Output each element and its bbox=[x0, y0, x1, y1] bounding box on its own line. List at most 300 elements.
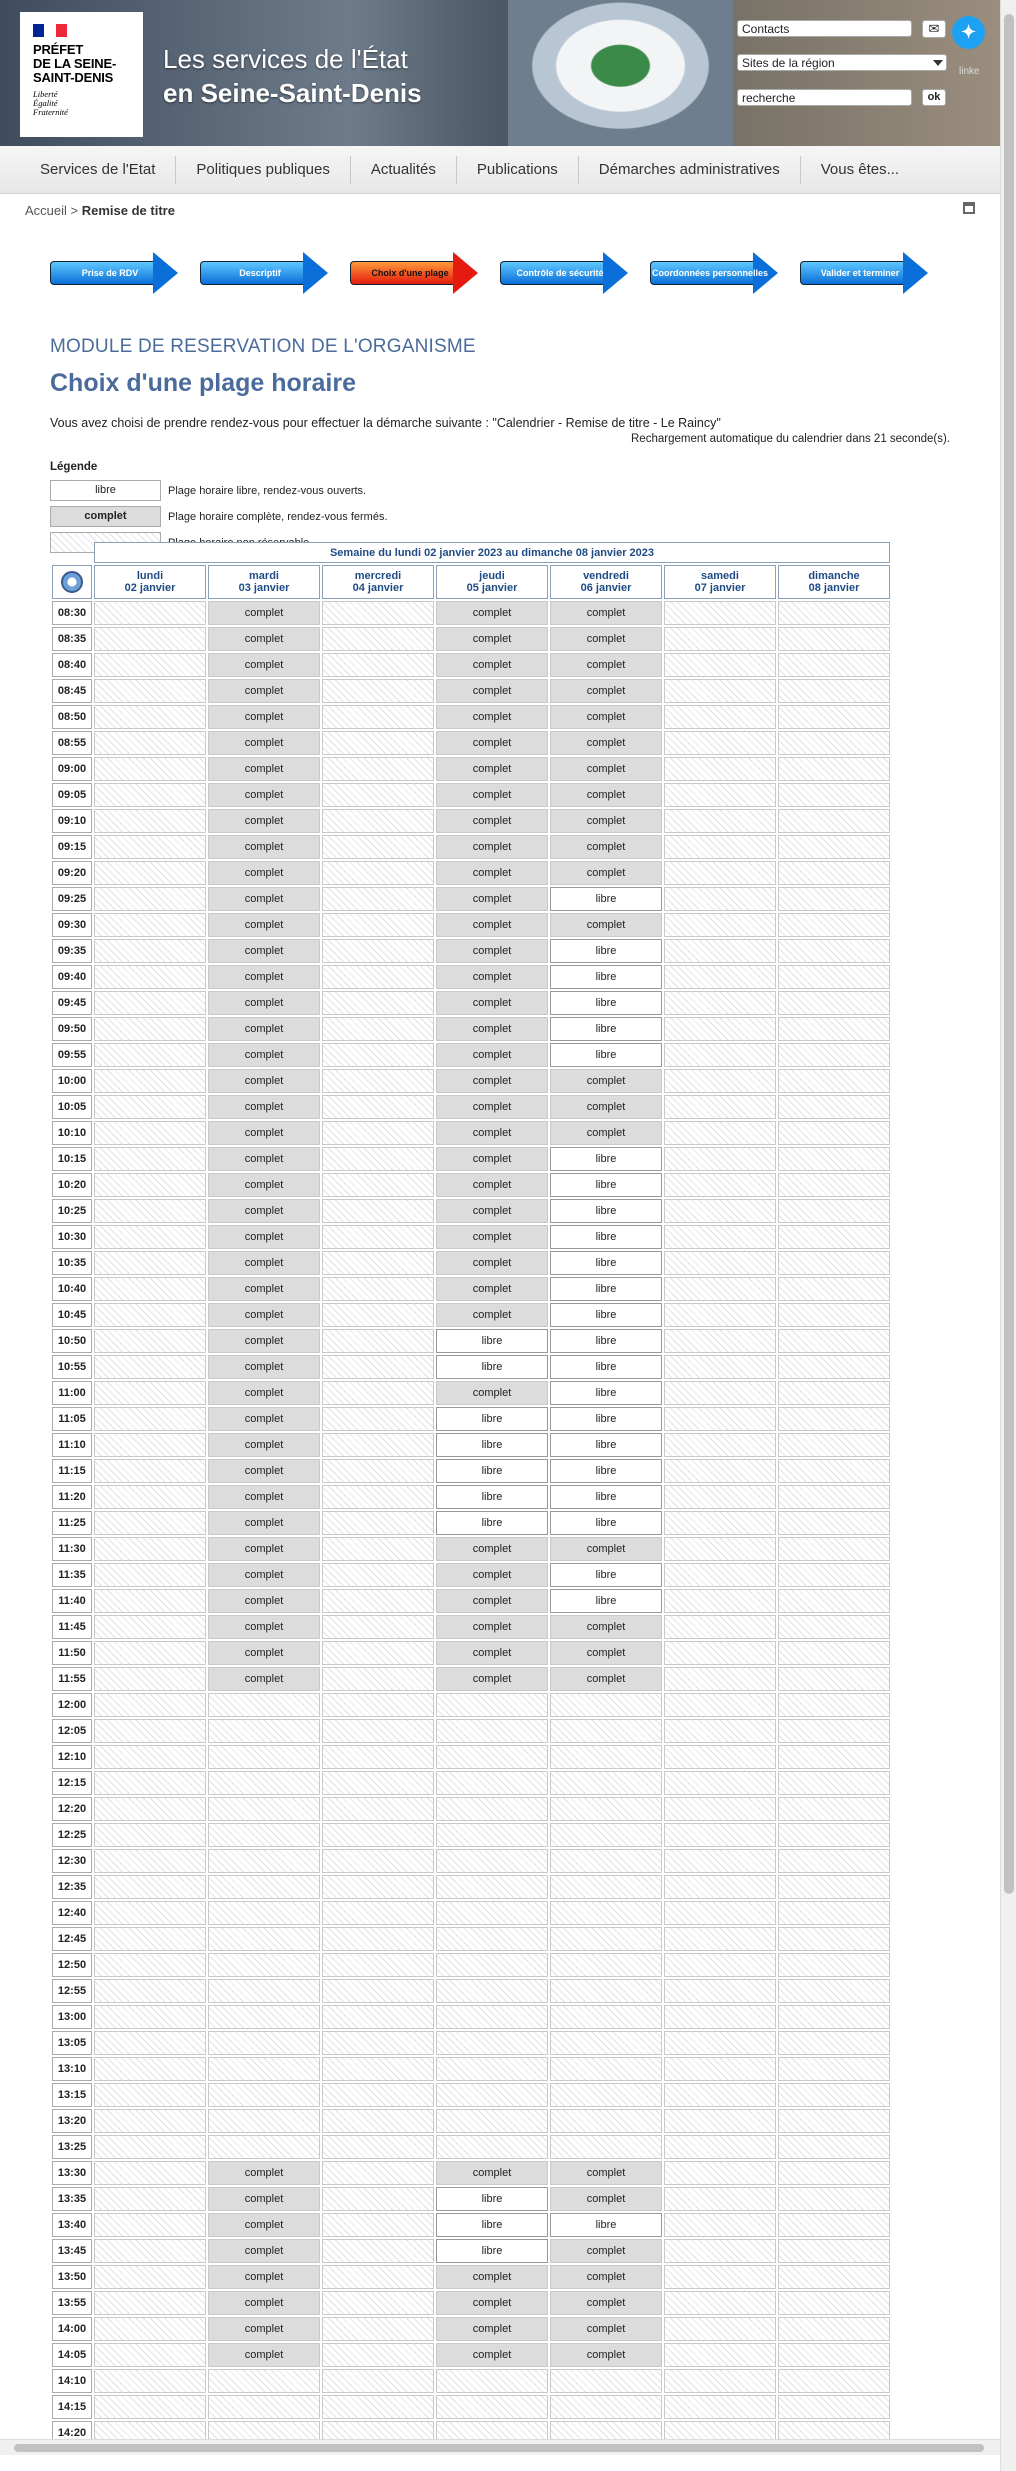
slot-unavailable bbox=[322, 1095, 434, 1119]
slot-unavailable bbox=[322, 809, 434, 833]
slot-unavailable bbox=[322, 835, 434, 859]
slot-unavailable bbox=[208, 1771, 320, 1795]
slot-unavailable bbox=[778, 2057, 890, 2081]
slot-unavailable bbox=[664, 1485, 776, 1509]
slot-unavailable bbox=[94, 1407, 206, 1431]
slot-unavailable bbox=[550, 1693, 662, 1717]
slot-libre[interactable]: libre bbox=[436, 2239, 548, 2263]
slot-unavailable bbox=[322, 2317, 434, 2341]
time-row bbox=[52, 2369, 890, 2393]
time-row bbox=[52, 1745, 890, 1769]
slot-unavailable bbox=[778, 2031, 890, 2055]
slot-unavailable bbox=[208, 1719, 320, 1743]
time-label: 14:20 bbox=[52, 2421, 92, 2445]
slot-unavailable bbox=[94, 939, 206, 963]
slot-unavailable bbox=[208, 1745, 320, 1769]
slot-complet: complet bbox=[550, 783, 662, 807]
slot-unavailable bbox=[778, 1355, 890, 1379]
day-name: vendredi bbox=[583, 570, 629, 582]
day-name: samedi bbox=[701, 570, 739, 582]
time-label: 09:35 bbox=[52, 939, 92, 963]
slot-complet: complet bbox=[208, 1225, 320, 1249]
slot-unavailable bbox=[436, 1797, 548, 1821]
slot-unavailable bbox=[94, 1017, 206, 1041]
slot-unavailable bbox=[94, 601, 206, 625]
slot-complet: complet bbox=[436, 1199, 548, 1223]
slot-libre[interactable]: libre bbox=[550, 1407, 662, 1431]
slot-unavailable bbox=[436, 2057, 548, 2081]
slot-libre[interactable]: libre bbox=[550, 1485, 662, 1509]
mail-icon[interactable]: ✉ bbox=[922, 20, 946, 38]
slot-unavailable bbox=[94, 1251, 206, 1275]
slot-complet: complet bbox=[436, 1615, 548, 1639]
time-label: 13:15 bbox=[52, 2083, 92, 2107]
empty-corner bbox=[52, 542, 92, 563]
slot-complet: complet bbox=[436, 2343, 548, 2367]
time-label: 13:40 bbox=[52, 2213, 92, 2237]
slot-unavailable bbox=[322, 2109, 434, 2133]
time-label: 08:55 bbox=[52, 731, 92, 755]
slot-unavailable bbox=[664, 2291, 776, 2315]
slot-unavailable bbox=[208, 2369, 320, 2393]
slot-unavailable bbox=[778, 1251, 890, 1275]
slot-complet: complet bbox=[436, 809, 548, 833]
slot-unavailable bbox=[778, 2395, 890, 2419]
time-label: 11:40 bbox=[52, 1589, 92, 1613]
slot-unavailable bbox=[322, 1823, 434, 1847]
slot-unavailable bbox=[94, 1979, 206, 2003]
slot-unavailable bbox=[778, 1823, 890, 1847]
slot-unavailable bbox=[664, 809, 776, 833]
time-row bbox=[52, 1017, 890, 1041]
slot-complet: complet bbox=[550, 757, 662, 781]
slot-complet: complet bbox=[436, 731, 548, 755]
time-row bbox=[52, 2031, 890, 2055]
day-date: 02 janvier bbox=[124, 582, 176, 594]
slot-libre[interactable]: libre bbox=[436, 1329, 548, 1353]
slot-unavailable bbox=[94, 1719, 206, 1743]
slot-unavailable bbox=[778, 2083, 890, 2107]
slot-unavailable bbox=[778, 1641, 890, 1665]
slot-libre[interactable]: libre bbox=[550, 1251, 662, 1275]
slot-complet: complet bbox=[208, 2317, 320, 2341]
slot-unavailable bbox=[94, 783, 206, 807]
slot-unavailable bbox=[664, 1147, 776, 1171]
slot-unavailable bbox=[322, 1849, 434, 1873]
day-date: 03 janvier bbox=[238, 582, 290, 594]
slot-unavailable bbox=[664, 1797, 776, 1821]
time-row bbox=[52, 1355, 890, 1379]
slot-unavailable bbox=[322, 679, 434, 703]
horizontal-scroll-thumb[interactable] bbox=[14, 2444, 984, 2452]
step-arrow bbox=[500, 252, 630, 294]
time-label: 09:25 bbox=[52, 887, 92, 911]
time-label: 13:10 bbox=[52, 2057, 92, 2081]
print-icon[interactable] bbox=[963, 202, 975, 214]
slot-unavailable bbox=[322, 2213, 434, 2237]
time-row bbox=[52, 1901, 890, 1925]
slot-unavailable bbox=[778, 1875, 890, 1899]
slot-complet: complet bbox=[208, 1407, 320, 1431]
week-label: Semaine du lundi 02 janvier 2023 au dimanche 08 janvier 2023 bbox=[94, 542, 890, 563]
slot-unavailable bbox=[94, 1849, 206, 1873]
time-label: 09:00 bbox=[52, 757, 92, 781]
slot-complet: complet bbox=[436, 1043, 548, 1067]
slot-unavailable bbox=[664, 1563, 776, 1587]
slot-unavailable bbox=[778, 679, 890, 703]
legend-text: Plage horaire complète, rendez-vous fermés. bbox=[168, 510, 388, 523]
time-row bbox=[52, 809, 890, 833]
site-title[interactable] bbox=[163, 42, 422, 110]
slot-complet: complet bbox=[436, 1303, 548, 1327]
slot-complet: complet bbox=[208, 1121, 320, 1145]
time-label: 10:05 bbox=[52, 1095, 92, 1119]
slot-libre[interactable]: libre bbox=[550, 1433, 662, 1457]
slot-unavailable bbox=[322, 1459, 434, 1483]
slot-unavailable bbox=[94, 2005, 206, 2029]
nav-item[interactable]: Vous êtes... bbox=[820, 160, 900, 178]
slot-unavailable bbox=[778, 991, 890, 1015]
slot-libre[interactable]: libre bbox=[550, 1173, 662, 1197]
slot-complet: complet bbox=[436, 1173, 548, 1197]
slot-libre[interactable]: libre bbox=[436, 2187, 548, 2211]
time-row bbox=[52, 757, 890, 781]
slot-unavailable bbox=[664, 2213, 776, 2237]
slot-libre[interactable]: libre bbox=[550, 1589, 662, 1613]
slot-unavailable bbox=[322, 2083, 434, 2107]
slot-unavailable bbox=[94, 2343, 206, 2367]
slot-complet: complet bbox=[208, 757, 320, 781]
time-label: 09:50 bbox=[52, 1017, 92, 1041]
slot-unavailable bbox=[322, 1043, 434, 1067]
slot-unavailable bbox=[664, 653, 776, 677]
slot-unavailable bbox=[778, 887, 890, 911]
slot-libre[interactable]: libre bbox=[436, 1433, 548, 1457]
time-label: 10:20 bbox=[52, 1173, 92, 1197]
slot-libre[interactable]: libre bbox=[550, 1459, 662, 1483]
time-row bbox=[52, 1381, 890, 1405]
slot-unavailable bbox=[94, 627, 206, 651]
slot-unavailable bbox=[322, 1589, 434, 1613]
slot-unavailable bbox=[322, 1745, 434, 1769]
slot-unavailable bbox=[778, 1667, 890, 1691]
slot-unavailable bbox=[664, 1095, 776, 1119]
slot-unavailable bbox=[550, 1901, 662, 1925]
day-header bbox=[778, 565, 890, 599]
slot-unavailable bbox=[322, 2005, 434, 2029]
slot-unavailable bbox=[664, 1043, 776, 1067]
slot-unavailable bbox=[664, 1329, 776, 1353]
time-row bbox=[52, 991, 890, 1015]
slot-libre[interactable]: libre bbox=[550, 1355, 662, 1379]
page-title: Choix d'une plage horaire bbox=[50, 369, 356, 397]
slot-unavailable bbox=[550, 2135, 662, 2159]
time-row bbox=[52, 1121, 890, 1145]
time-label: 13:50 bbox=[52, 2265, 92, 2289]
slot-unavailable bbox=[322, 1329, 434, 1353]
slot-libre[interactable]: libre bbox=[550, 1303, 662, 1327]
slot-complet: complet bbox=[208, 1381, 320, 1405]
slot-libre[interactable]: libre bbox=[550, 939, 662, 963]
slot-unavailable bbox=[778, 1433, 890, 1457]
slot-unavailable bbox=[664, 861, 776, 885]
twitter-icon[interactable]: ✦ bbox=[952, 16, 985, 49]
prefet-logo[interactable] bbox=[20, 12, 143, 137]
slot-libre[interactable]: libre bbox=[550, 1199, 662, 1223]
flag-icon bbox=[33, 24, 67, 37]
slot-unavailable bbox=[664, 939, 776, 963]
slot-complet: complet bbox=[208, 1069, 320, 1093]
slot-libre[interactable]: libre bbox=[550, 1277, 662, 1301]
slot-unavailable bbox=[94, 1173, 206, 1197]
slot-complet: complet bbox=[436, 783, 548, 807]
slot-unavailable bbox=[664, 1667, 776, 1691]
horizontal-scrollbar[interactable] bbox=[0, 2439, 1000, 2455]
time-label: 09:45 bbox=[52, 991, 92, 1015]
vertical-scroll-thumb[interactable] bbox=[1004, 14, 1014, 1894]
time-label: 12:05 bbox=[52, 1719, 92, 1743]
slot-complet: complet bbox=[208, 627, 320, 651]
slot-libre[interactable]: libre bbox=[550, 991, 662, 1015]
time-row bbox=[52, 2135, 890, 2159]
slot-unavailable bbox=[664, 1069, 776, 1093]
linkedin-icon[interactable]: linke bbox=[959, 66, 980, 77]
legend-row bbox=[50, 482, 1000, 499]
slot-unavailable bbox=[94, 2187, 206, 2211]
slot-unavailable bbox=[322, 1121, 434, 1145]
search-ok-button[interactable]: ok bbox=[922, 89, 946, 106]
slot-unavailable bbox=[778, 1979, 890, 2003]
slot-unavailable bbox=[778, 1849, 890, 1873]
slot-unavailable bbox=[322, 1667, 434, 1691]
search-input[interactable]: recherche bbox=[737, 89, 912, 106]
time-row bbox=[52, 2057, 890, 2081]
time-label: 13:45 bbox=[52, 2239, 92, 2263]
time-row bbox=[52, 887, 890, 911]
slot-complet: complet bbox=[208, 1095, 320, 1119]
time-label: 13:30 bbox=[52, 2161, 92, 2185]
time-row bbox=[52, 965, 890, 989]
slot-unavailable bbox=[322, 1173, 434, 1197]
slot-libre[interactable]: libre bbox=[436, 1355, 548, 1379]
slot-unavailable bbox=[778, 1381, 890, 1405]
slot-unavailable bbox=[208, 2057, 320, 2081]
slot-unavailable bbox=[94, 1511, 206, 1535]
time-label: 10:40 bbox=[52, 1277, 92, 1301]
slot-unavailable bbox=[94, 679, 206, 703]
slot-unavailable bbox=[94, 731, 206, 755]
slot-complet: complet bbox=[208, 1199, 320, 1223]
slot-unavailable bbox=[778, 705, 890, 729]
logo-line: DE LA SEINE- bbox=[33, 56, 117, 71]
time-label: 09:05 bbox=[52, 783, 92, 807]
slot-unavailable bbox=[94, 1823, 206, 1847]
slot-unavailable bbox=[208, 1953, 320, 1977]
day-name: lundi bbox=[136, 570, 164, 582]
step-label: Valider et terminer bbox=[820, 268, 900, 278]
slot-unavailable bbox=[322, 1615, 434, 1639]
slot-unavailable bbox=[550, 1719, 662, 1743]
slot-libre[interactable]: libre bbox=[550, 1381, 662, 1405]
slot-libre[interactable]: libre bbox=[436, 1407, 548, 1431]
slot-unavailable bbox=[94, 1277, 206, 1301]
slot-unavailable bbox=[436, 1849, 548, 1873]
time-label: 11:50 bbox=[52, 1641, 92, 1665]
slot-unavailable bbox=[322, 1277, 434, 1301]
slot-unavailable bbox=[664, 1017, 776, 1041]
time-label: 09:20 bbox=[52, 861, 92, 885]
slot-unavailable bbox=[322, 2343, 434, 2367]
slot-libre[interactable]: libre bbox=[436, 1511, 548, 1535]
time-row bbox=[52, 2109, 890, 2133]
slot-unavailable bbox=[322, 887, 434, 911]
nav-item[interactable]: Actualités bbox=[351, 156, 457, 184]
time-row bbox=[52, 1875, 890, 1899]
slot-unavailable bbox=[664, 1251, 776, 1275]
slot-unavailable bbox=[550, 2057, 662, 2081]
time-row bbox=[52, 1199, 890, 1223]
slot-unavailable bbox=[664, 1225, 776, 1249]
slot-unavailable bbox=[94, 1797, 206, 1821]
nav-item[interactable]: Démarches administratives bbox=[579, 156, 801, 184]
time-label: 11:00 bbox=[52, 1381, 92, 1405]
slot-complet: complet bbox=[208, 1355, 320, 1379]
slot-unavailable bbox=[322, 1381, 434, 1405]
time-label: 12:10 bbox=[52, 1745, 92, 1769]
nav-item[interactable]: Politiques publiques bbox=[176, 156, 350, 184]
contacts-select[interactable]: Contacts bbox=[737, 20, 912, 37]
time-row bbox=[52, 783, 890, 807]
slot-complet: complet bbox=[208, 913, 320, 937]
slot-complet: complet bbox=[436, 2291, 548, 2315]
slot-unavailable bbox=[436, 2395, 548, 2419]
legend-title: Légende bbox=[50, 461, 98, 473]
slot-libre[interactable]: libre bbox=[436, 1485, 548, 1509]
slot-complet: complet bbox=[550, 1641, 662, 1665]
slot-unavailable bbox=[436, 2369, 548, 2393]
time-label: 12:00 bbox=[52, 1693, 92, 1717]
vertical-scrollbar[interactable] bbox=[1000, 0, 1016, 2471]
nav-item[interactable]: Services de l'Etat bbox=[20, 156, 176, 184]
calendar bbox=[50, 540, 892, 2447]
slot-libre[interactable]: libre bbox=[550, 1147, 662, 1171]
slot-unavailable bbox=[778, 1719, 890, 1743]
slot-unavailable bbox=[322, 2369, 434, 2393]
slot-unavailable bbox=[322, 1901, 434, 1925]
time-row bbox=[52, 1719, 890, 1743]
slot-libre[interactable]: libre bbox=[436, 2213, 548, 2237]
time-label: 11:35 bbox=[52, 1563, 92, 1587]
slot-unavailable bbox=[322, 2265, 434, 2289]
slot-unavailable bbox=[322, 1251, 434, 1275]
slot-unavailable bbox=[94, 2083, 206, 2107]
slot-unavailable bbox=[322, 1953, 434, 1977]
slot-unavailable bbox=[322, 1511, 434, 1535]
time-row bbox=[52, 1979, 890, 2003]
slot-complet: complet bbox=[550, 653, 662, 677]
time-row bbox=[52, 913, 890, 937]
slot-complet: complet bbox=[208, 1173, 320, 1197]
slot-unavailable bbox=[550, 2395, 662, 2419]
slot-libre[interactable]: libre bbox=[550, 1225, 662, 1249]
slot-unavailable bbox=[778, 2213, 890, 2237]
refresh-calendar[interactable] bbox=[52, 565, 92, 599]
slot-complet: complet bbox=[436, 601, 548, 625]
slot-unavailable bbox=[94, 2239, 206, 2263]
slot-libre[interactable]: libre bbox=[550, 1329, 662, 1353]
slot-complet: complet bbox=[436, 991, 548, 1015]
slot-unavailable bbox=[436, 1745, 548, 1769]
slot-libre[interactable]: libre bbox=[550, 2213, 662, 2237]
slot-unavailable bbox=[778, 1329, 890, 1353]
slot-unavailable bbox=[436, 1953, 548, 1977]
slot-libre[interactable]: libre bbox=[436, 1459, 548, 1483]
time-row bbox=[52, 627, 890, 651]
slot-complet: complet bbox=[208, 1251, 320, 1275]
slot-libre[interactable]: libre bbox=[550, 1511, 662, 1535]
slot-unavailable bbox=[322, 2187, 434, 2211]
motto-line: Liberté bbox=[33, 89, 58, 99]
slot-unavailable bbox=[322, 2135, 434, 2159]
slot-unavailable bbox=[94, 1745, 206, 1769]
slot-complet: complet bbox=[436, 1251, 548, 1275]
time-row bbox=[52, 2395, 890, 2419]
slot-complet: complet bbox=[550, 2239, 662, 2263]
day-date: 08 janvier bbox=[808, 582, 860, 594]
sites-region-select[interactable] bbox=[737, 54, 947, 71]
slot-unavailable bbox=[664, 1173, 776, 1197]
progress-steps bbox=[0, 252, 1000, 300]
slot-unavailable bbox=[664, 2109, 776, 2133]
slot-libre[interactable]: libre bbox=[550, 887, 662, 911]
slot-unavailable bbox=[94, 913, 206, 937]
time-label: 13:00 bbox=[52, 2005, 92, 2029]
slot-complet: complet bbox=[550, 601, 662, 625]
slot-unavailable bbox=[778, 1407, 890, 1431]
slot-libre[interactable]: libre bbox=[550, 1017, 662, 1041]
time-label: 09:10 bbox=[52, 809, 92, 833]
slot-unavailable bbox=[778, 1043, 890, 1067]
slot-complet: complet bbox=[436, 757, 548, 781]
time-row bbox=[52, 1459, 890, 1483]
nav-item[interactable]: Publications bbox=[457, 156, 579, 184]
slot-unavailable bbox=[778, 1511, 890, 1535]
slot-unavailable bbox=[322, 1771, 434, 1795]
slot-unavailable bbox=[664, 2265, 776, 2289]
slot-libre[interactable]: libre bbox=[550, 1043, 662, 1067]
slot-unavailable bbox=[94, 1615, 206, 1639]
time-row bbox=[52, 1823, 890, 1847]
time-label: 09:55 bbox=[52, 1043, 92, 1067]
time-label: 12:40 bbox=[52, 1901, 92, 1925]
breadcrumb-home[interactable]: Accueil bbox=[25, 203, 67, 218]
time-row bbox=[52, 2005, 890, 2029]
slot-libre[interactable]: libre bbox=[550, 1563, 662, 1587]
slot-complet: complet bbox=[208, 2239, 320, 2263]
slot-complet: complet bbox=[208, 809, 320, 833]
time-label: 08:30 bbox=[52, 601, 92, 625]
slot-unavailable bbox=[778, 783, 890, 807]
slot-libre[interactable]: libre bbox=[550, 965, 662, 989]
slot-unavailable bbox=[436, 1719, 548, 1743]
motto-line: Fraternité bbox=[33, 107, 68, 117]
step-label: Prise de RDV bbox=[81, 268, 139, 278]
slot-unavailable bbox=[778, 1615, 890, 1639]
slot-unavailable bbox=[778, 1303, 890, 1327]
slot-unavailable bbox=[208, 1875, 320, 1899]
slot-unavailable bbox=[664, 627, 776, 651]
slot-complet: complet bbox=[436, 1225, 548, 1249]
